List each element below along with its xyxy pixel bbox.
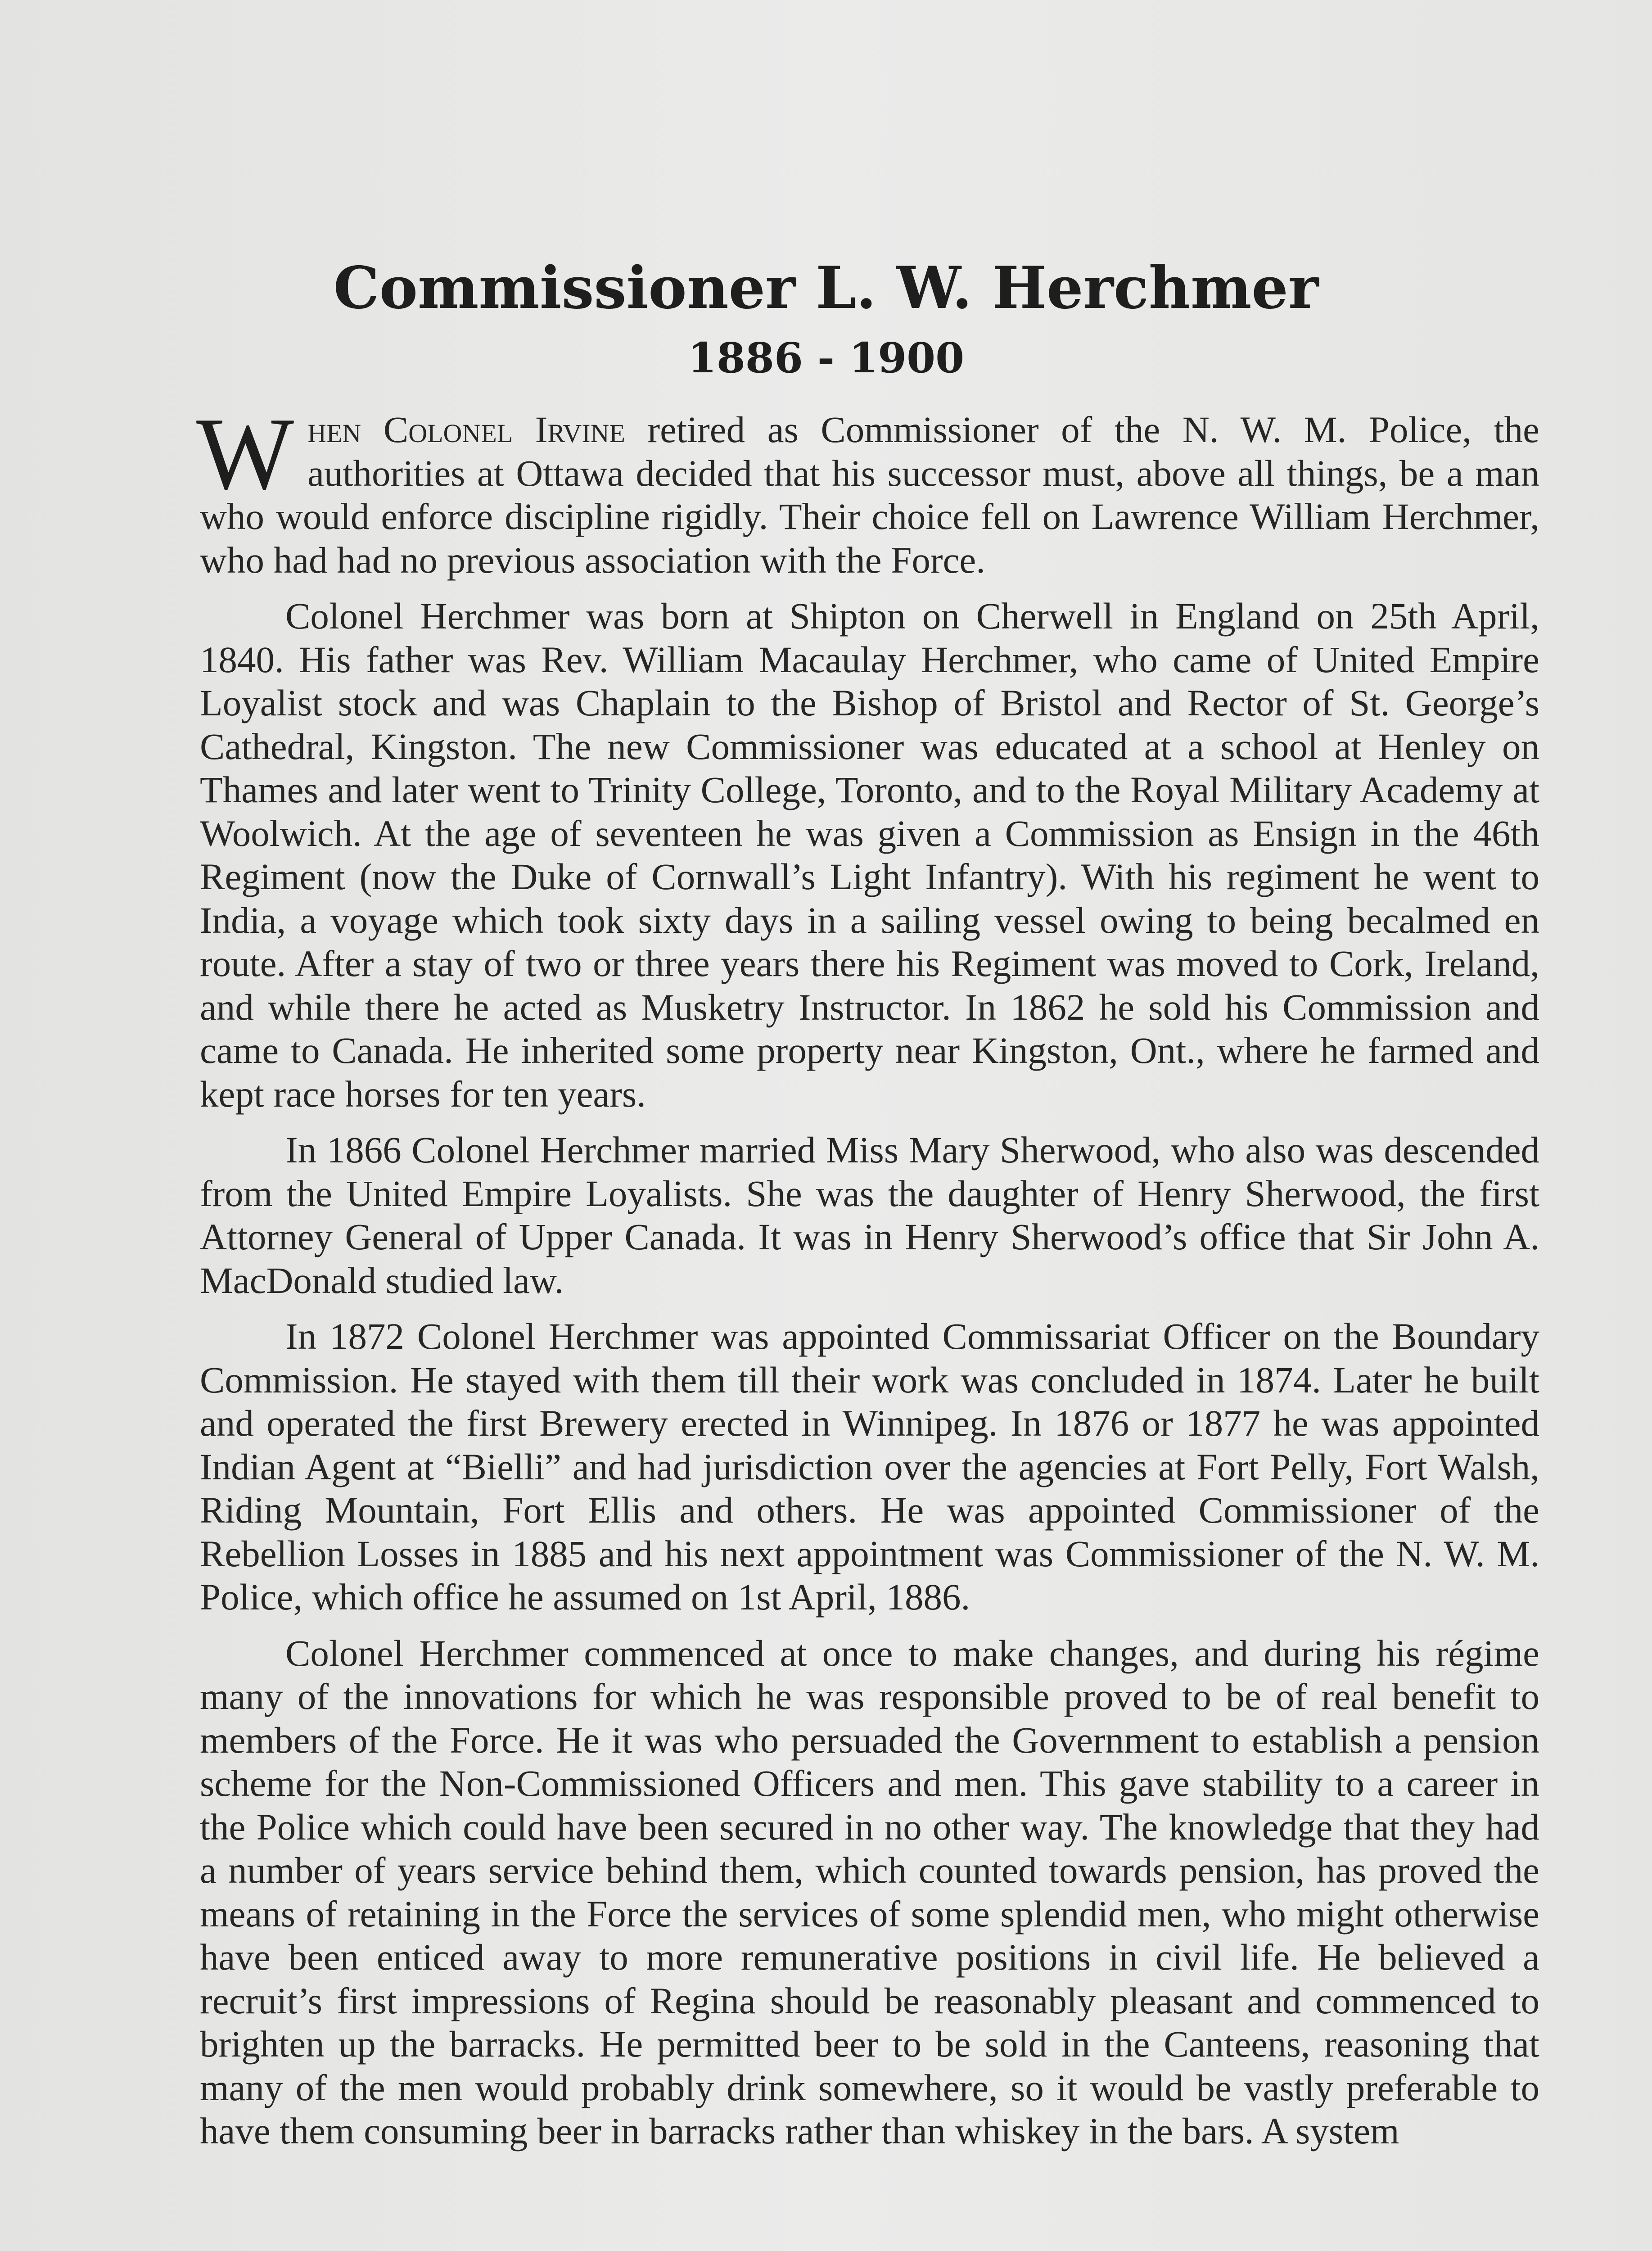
paragraph-1 bbox=[196, 396, 1539, 582]
paragraph-1-text: retired as Commissioner of the N. W. M. Police, the authorities at Ottawa decided that his successor must, above all things, be a man who would enforce discipline rigidly. Their choice fell on Lawrence William Herchmer, who had had no previous association with the Force. bbox=[200, 409, 1539, 581]
paragraph-2: Colonel Herchmer was born at Shipton on Cherwell in England on 25th April, 1840. His father was Rev. William Macaulay Herchmer, who came of United Empire Loyalist stock and was Chaplain to the Bishop of Bristol and Rector of St. George’s Cathedral, Kingston. The new Commissioner was educated at a school at Henley on Thames and later went to Trinity College, Toronto, and to the Royal Military Academy at Woolwich. At the age of seventeen he was given a Commission as Ensign in the 46th Regiment (now the Duke of Cornwall’s Light Infantry). With his regiment he went to India, a voyage which took sixty days in a sailing vessel owing to being becalmed en route. After a stay of two or three years there his Regiment was moved to Cork, Ireland, and while there he acted as Musketry Instructor. In 1862 he sold his Commission and came to Canada. He inherited some property near Kingston, Ont., where he farmed and kept race horses for ten years. bbox=[200, 595, 1539, 1115]
lead-in-smallcaps: hen Colonel Irvine bbox=[307, 409, 625, 450]
paragraph-4: In 1872 Colonel Herchmer was appointed Commissariat Officer on the Boundary Commission. He stayed with them till their work was concluded in 1874. Later he built and operated the first Brewery erected in Winnipeg. In 1876 or 1877 he was appointed Indian Agent at “Bielli” and had jurisdiction over the agencies at Fort Pelly, Fort Walsh, Riding Mountain, Fort Ellis and others. He was appointed Commissioner of the Rebellion Losses in 1885 and his next appointment was Commissioner of the N. W. M. Police, which office he assumed on 1st April, 1886. bbox=[200, 1315, 1539, 1618]
paragraph-3: In 1866 Colonel Herchmer married Miss Mary Sherwood, who also was descended from the United Empire Loyalists. She was the daughter of Henry Sherwood, the first Attorney General of Upper Canada. It was in Henry Sherwood’s office that Sir John A. MacDonald studied law. bbox=[200, 1129, 1539, 1301]
drop-cap: W bbox=[196, 396, 294, 511]
page-subtitle-years: 1886 - 1900 bbox=[687, 334, 965, 382]
article-body bbox=[196, 396, 1539, 2165]
page-title: Commissioner L. W. Herchmer bbox=[333, 254, 1319, 322]
paragraph-5: Colonel Herchmer commenced at once to make changes, and during his régime many of the innovations for which he was responsible proved to be of real benefit to members of the Force. He it was who persuaded the Government to establish a pension scheme for the Non-Commissioned Officers and men. This gave stability to a career in the Police which could have been secured in no other way. The knowledge that they had a number of years service behind them, which counted towards pension, has proved the means of retaining in the Force the services of some splendid men, who might otherwise have been enticed away to more remunerative positions in civil life. He believed a recruit’s first impressions of Regina should be reasonably pleasant and commenced to brighten up the barracks. He permitted beer to be sold in the Canteens, reasoning that many of the men would probably drink somewhere, so it would be vastly preferable to have them consuming beer in barracks rather than whiskey in the bars. A system bbox=[200, 1632, 1539, 2152]
